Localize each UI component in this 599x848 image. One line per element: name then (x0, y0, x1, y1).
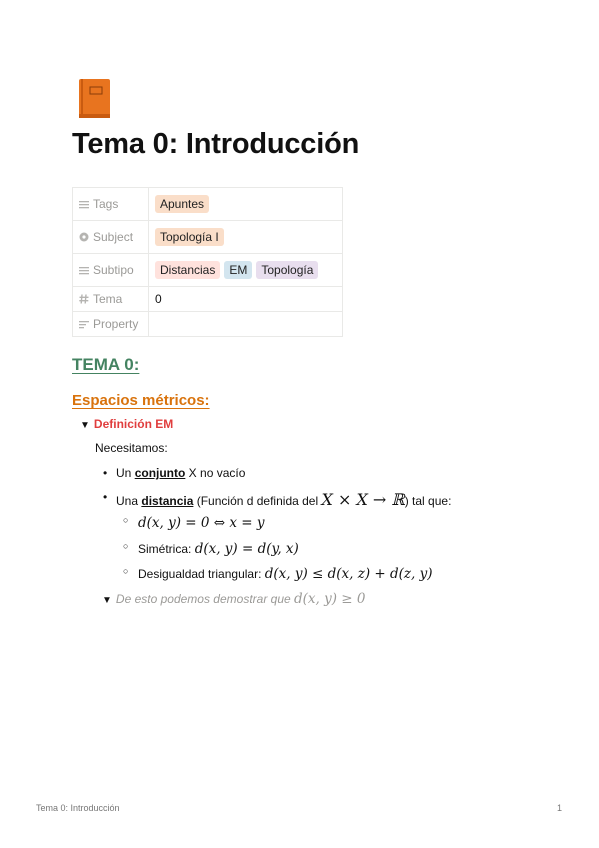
tag-pill[interactable]: Topología I (155, 228, 224, 246)
property-row-tags (73, 188, 343, 221)
property-key-label: Subject (93, 230, 134, 244)
list-item: • Una distancia (Función d definida del X × X → ℝ) tal que: (103, 490, 452, 509)
tag-pill[interactable]: Distancias (155, 261, 220, 279)
property-key-subtipo (73, 254, 149, 287)
math-expression: X × X → ℝ (321, 490, 405, 509)
property-key-label: Tema (93, 292, 123, 306)
toggle-triangle-icon[interactable]: ▼ (102, 595, 112, 606)
heading-espacios-metricos: Espacios métricos: (72, 392, 210, 409)
list-icon (79, 266, 89, 275)
property-key-tema (73, 287, 149, 312)
property-row-property (73, 312, 343, 337)
list-item (123, 515, 265, 531)
list-item: ○ Simétrica: d(x, y) = d(y, x) (123, 541, 299, 557)
tag-pill[interactable]: EM (224, 261, 252, 279)
text-lines-icon (79, 320, 89, 329)
bullet-icon: • (103, 490, 108, 504)
footer-title: Tema 0: Introducción (36, 803, 120, 813)
circle-bullet-icon: ○ (123, 515, 129, 525)
property-key-label: Subtipo (93, 263, 134, 277)
property-key-property (73, 312, 149, 337)
list-item: • Un conjunto X no vacío (103, 466, 246, 480)
footer-page-number: 1 (557, 803, 563, 813)
list-item: ○ Desigualdad triangular: d(x, y) ≤ d(x, z) + d(z, y) (123, 566, 433, 582)
property-key-label: Property (93, 317, 139, 331)
heading-tema: TEMA 0: (72, 355, 140, 374)
property-key-tags (73, 188, 149, 221)
property-value-tags[interactable] (149, 188, 343, 221)
property-value-subject[interactable] (149, 221, 343, 254)
property-key-label: Tags (93, 197, 119, 211)
toggle-label: Definición EM (93, 417, 174, 431)
circle-dot-icon (79, 232, 89, 242)
toggle-triangle-icon[interactable]: ▼ (80, 420, 90, 431)
properties-table (72, 187, 343, 337)
property-value-subtipo[interactable] (149, 254, 343, 287)
property-row-subject (73, 221, 343, 254)
tag-pill[interactable]: Topología (256, 261, 318, 279)
math-expression: d(x, y) = 0 ⇔ x = y (138, 515, 265, 531)
property-row-tema (73, 287, 343, 312)
tag-pill[interactable]: Apuntes (155, 195, 209, 213)
hash-icon (79, 294, 89, 304)
orange-book-icon (78, 79, 111, 119)
math-expression: d(x, y) ≥ 0 (294, 591, 366, 607)
property-value-tema[interactable]: 0 (149, 287, 343, 312)
toggle-definicion-em[interactable] (80, 417, 173, 431)
bullet-icon: • (103, 466, 108, 480)
property-key-subject (73, 221, 149, 254)
list-icon (79, 200, 89, 209)
property-row-subtipo (73, 254, 343, 287)
circle-bullet-icon: ○ (123, 566, 129, 576)
circle-bullet-icon: ○ (123, 541, 129, 551)
math-expression: d(x, y) = d(y, x) (194, 541, 299, 557)
page-title: Tema 0: Introducción (72, 128, 360, 160)
toggle-demostrar[interactable]: ▼ De esto podemos demostrar que d(x, y) ≥ 0 (102, 591, 366, 607)
property-value-property[interactable] (149, 312, 343, 337)
math-expression: d(x, y) ≤ d(x, z) + d(z, y) (264, 566, 433, 582)
need-paragraph: Necesitamos: (95, 441, 168, 455)
